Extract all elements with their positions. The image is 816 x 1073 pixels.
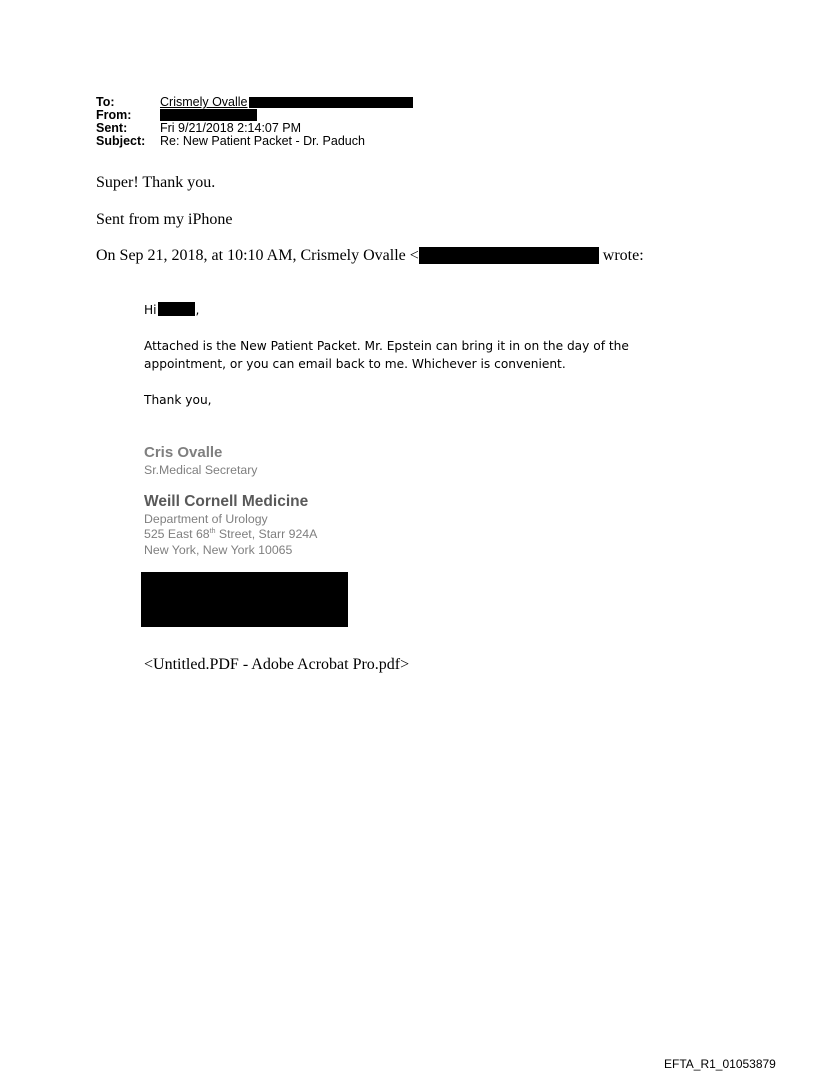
quoted-body-line-2: appointment, or you can email back to me. Whichever is convenient.	[144, 357, 566, 371]
signature-name: Cris Ovalle	[144, 444, 223, 461]
sent-label: Sent:	[96, 121, 128, 135]
attachment-name: <Untitled.PDF - Adobe Acrobat Pro.pdf>	[144, 656, 410, 673]
reply-attribution	[96, 247, 644, 265]
sent-value: Fri 9/21/2018 2:14:07 PM	[160, 121, 302, 135]
attribution-suffix: wrote:	[598, 247, 644, 264]
from-label: From:	[96, 108, 132, 122]
signature-organization: Weill Cornell Medicine	[144, 493, 309, 510]
address-sup: th	[209, 527, 216, 535]
signature-department: Department of Urology	[144, 512, 268, 526]
address-pre: 525 East 68	[144, 527, 210, 541]
reply-line-2: Sent from my iPhone	[96, 211, 233, 228]
quoted-greeting	[144, 301, 199, 319]
reply-line-1: Super! Thank you.	[96, 174, 216, 191]
to-label: To:	[96, 95, 115, 109]
greeting-text: Hi	[144, 303, 157, 317]
redaction-sender-email	[419, 247, 599, 264]
subject-label: Subject:	[96, 134, 146, 148]
to-value-wrap	[160, 96, 413, 109]
greeting-suffix: ,	[195, 303, 200, 317]
redaction-from	[160, 109, 257, 121]
redaction-greeting-name	[158, 302, 195, 316]
signature-address	[144, 527, 317, 542]
signature-title: Sr.Medical Secretary	[144, 463, 258, 477]
to-value: Crismely Ovalle	[160, 95, 248, 109]
subject-value: Re: New Patient Packet - Dr. Paduch	[160, 134, 365, 148]
quoted-closing: Thank you,	[144, 393, 212, 407]
quoted-body-line-1: Attached is the New Patient Packet. Mr. Epstein can bring it in on the day of the	[144, 339, 629, 353]
signature-city: New York, New York 10065	[144, 543, 293, 557]
redaction-to-email	[249, 97, 413, 108]
redaction-block	[141, 572, 348, 627]
attribution-prefix: On Sep 21, 2018, at 10:10 AM, Crismely Ovalle <	[96, 247, 419, 264]
address-post: Street, Starr 924A	[215, 527, 318, 541]
document-id: EFTA_R1_01053879	[664, 1057, 776, 1071]
